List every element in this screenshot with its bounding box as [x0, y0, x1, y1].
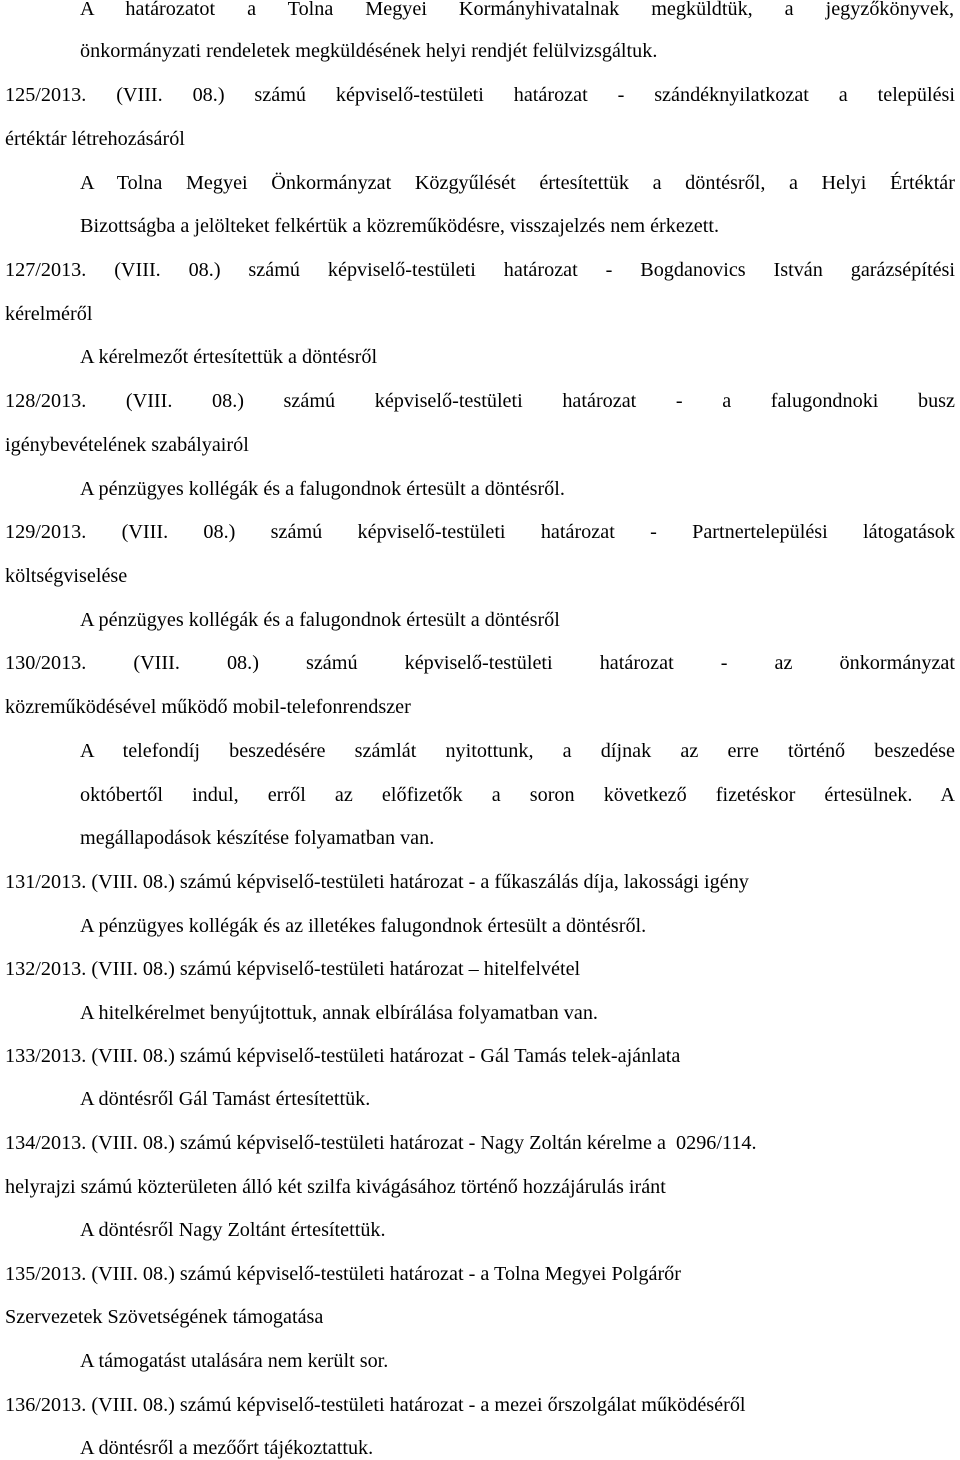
resolution-heading: 136/2013. (VIII. 08.) számú képviselő-testületi határozat - a mezei őrszolgálat működéséről: [5, 1394, 746, 1416]
resolution-heading-cont: költségviselése: [5, 565, 128, 587]
resolution-body-cont: októbertől indul, erről az előfizetők a soron következő fizetéskor értesülnek. A: [80, 784, 955, 806]
resolution-body: A Tolna Megyei Önkormányzat Közgyűlését értesítettük a döntésről, a Helyi Értéktár: [80, 172, 955, 194]
resolution-body-cont: Bizottságba a jelölteket felkértük a közreműködésre, visszajelzés nem érkezett.: [80, 215, 720, 237]
resolution-heading: 128/2013. (VIII. 08.) számú képviselő-testületi határozat - a falugondnoki busz: [5, 390, 955, 412]
resolution-heading-cont: kérelméről: [5, 303, 93, 325]
resolution-heading: 132/2013. (VIII. 08.) számú képviselő-testületi határozat – hitelfelvétel: [5, 958, 581, 980]
resolution-heading: 130/2013. (VIII. 08.) számú képviselő-testületi határozat - az önkormányzat: [5, 652, 955, 674]
resolution-body: A kérelmezőt értesítettük a döntésről: [80, 346, 378, 368]
resolution-body: A döntésről a mezőőrt tájékoztattuk.: [80, 1437, 374, 1459]
resolution-heading-cont: helyrajzi számú közterületen álló két szilfa kivágásához történő hozzájárulás iránt: [5, 1176, 666, 1198]
resolution-heading: 131/2013. (VIII. 08.) számú képviselő-testületi határozat - a fűkaszálás díja, lakossági igény: [5, 871, 749, 893]
resolution-heading-cont: igénybevételének szabályairól: [5, 434, 249, 456]
resolution-heading-cont: közreműködésével működő mobil-telefonrendszer: [5, 696, 411, 718]
resolution-body: A döntésről Gál Tamást értesítettük.: [80, 1088, 371, 1110]
intro-line-2: önkormányzati rendeletek megküldésének helyi rendjét felülvizsgáltuk.: [80, 40, 658, 62]
resolution-body: A pénzügyes kollégák és az illetékes falugondnok értesült a döntésről.: [80, 915, 647, 937]
resolution-heading: 135/2013. (VIII. 08.) számú képviselő-testületi határozat - a Tolna Megyei Polgárőr: [5, 1263, 681, 1285]
intro-line-1: A határozatot a Tolna Megyei Kormányhivatalnak megküldtük, a jegyzőkönyvek,: [80, 0, 954, 20]
resolution-heading: 133/2013. (VIII. 08.) számú képviselő-testületi határozat - Gál Tamás telek-ajánlata: [5, 1045, 681, 1067]
resolution-body: A telefondíj beszedésére számlát nyitottunk, a díjnak az erre történő beszedése: [80, 740, 955, 762]
resolution-body: A pénzügyes kollégák és a falugondnok értesült a döntésről: [80, 609, 560, 631]
resolution-heading: 125/2013. (VIII. 08.) számú képviselő-testületi határozat - szándéknyilatkozat a települési: [5, 84, 955, 106]
resolution-heading: 134/2013. (VIII. 08.) számú képviselő-testületi határozat - Nagy Zoltán kérelme a 0296/114.: [5, 1132, 757, 1154]
resolution-heading-cont: Szervezetek Szövetségének támogatása: [5, 1306, 324, 1328]
resolution-heading: 127/2013. (VIII. 08.) számú képviselő-testületi határozat - Bogdanovics István garázsépítési: [5, 259, 955, 281]
resolution-body: A támogatást utalására nem került sor.: [80, 1350, 389, 1372]
resolution-body: A döntésről Nagy Zoltánt értesítettük.: [80, 1219, 386, 1241]
resolution-heading: 129/2013. (VIII. 08.) számú képviselő-testületi határozat - Partnertelepülési látogatások: [5, 521, 955, 543]
resolution-heading-cont: értéktár létrehozásáról: [5, 128, 185, 150]
resolution-body-cont: megállapodások készítése folyamatban van.: [80, 827, 435, 849]
resolution-body: A hitelkérelmet benyújtottuk, annak elbírálása folyamatban van.: [80, 1002, 598, 1024]
resolution-body: A pénzügyes kollégák és a falugondnok értesült a döntésről.: [80, 478, 565, 500]
